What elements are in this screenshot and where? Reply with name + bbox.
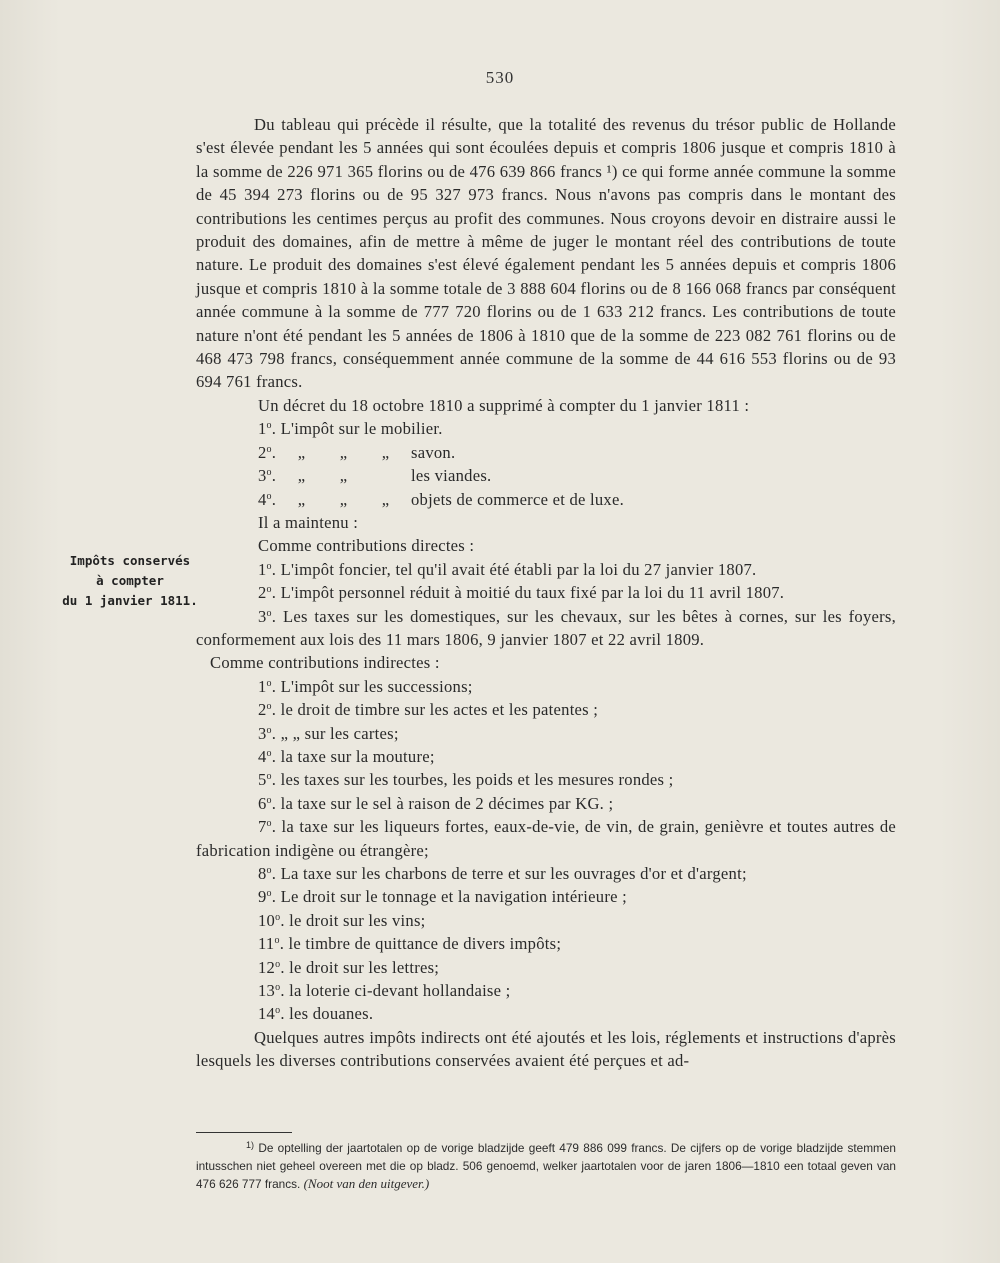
indirect-item xyxy=(196,932,896,955)
suppressed-item xyxy=(196,488,896,511)
ditto-mark: „ xyxy=(381,489,390,509)
footnote xyxy=(196,1137,896,1194)
margin-note xyxy=(50,551,210,611)
suppressed-list xyxy=(196,417,896,511)
item-number: 11$^o$. xyxy=(258,934,289,954)
footnote-text: De optelling der jaartotalen op de vorige bladzijde geeft 479 886 099 francs. De cijfers op de vorige bladzijde stemmen intusschen niet geheel overeen met die op bladz. 506 genoemd, welker jaartotalen voor de jaren 1806—1810 een totaal geven van 476 626 777 francs. xyxy=(196,1141,896,1191)
indirect-item xyxy=(196,885,896,908)
indirect-item-text: la taxe sur le sel à raison de 2 décimes par KG. ; xyxy=(280,793,614,813)
item-number: 1$^o$. xyxy=(258,419,281,439)
indirect-item-text: L'impôt sur les successions; xyxy=(280,676,473,696)
margin-note-line: du 1 janvier 1811. xyxy=(62,593,198,608)
indirect-item xyxy=(196,745,896,768)
direct-item xyxy=(196,581,896,604)
indirect-item xyxy=(196,956,896,979)
suppressed-item-text: savon. xyxy=(411,442,456,462)
item-number: 8$^o$. xyxy=(258,864,281,883)
indirect-item-text: la taxe sur la mouture; xyxy=(280,746,435,766)
direct-list xyxy=(196,558,896,652)
direct-item-text: L'impôt personnel réduit à moitié du taux fixé par la loi du 11 avril 1807. xyxy=(280,583,785,603)
closing-paragraph: Quelques autres impôts indirects ont été ajoutés et les lois, réglements et instructions d'après lesquels les diverses contributions conservées avaient été perçues et ad- xyxy=(196,1027,896,1071)
item-number: 6$^o$. xyxy=(258,793,281,813)
direct-item-text: L'impôt foncier, tel qu'il avait été établi par la loi du 27 janvier 1807. xyxy=(280,559,757,579)
indirect-item-text: les taxes sur les tourbes, les poids et les mesures rondes ; xyxy=(280,770,674,790)
item-number: 3$^o$. xyxy=(258,723,281,743)
suppressed-item-text: objets de commerce et de luxe. xyxy=(411,489,624,509)
item-number: 3$^o$. xyxy=(258,606,283,626)
indirect-item xyxy=(196,722,896,745)
indirect-item xyxy=(196,979,896,1002)
ditto-mark: „ xyxy=(297,489,306,509)
indirect-item-text: „ „ sur les cartes; xyxy=(280,723,399,743)
suppressed-item-text: les viandes. xyxy=(411,466,492,486)
indirect-item xyxy=(196,792,896,815)
item-number: 1$^o$. xyxy=(258,559,281,579)
indirect-item-text: le timbre de quittance de divers impôts; xyxy=(288,934,562,954)
item-number: 14$^o$. xyxy=(258,1004,290,1024)
direct-label: Comme contributions directes : xyxy=(258,536,475,556)
page-number: 530 xyxy=(485,68,515,87)
indirect-item-text: La taxe sur les charbons de terre et sur les ouvrages d'or et d'argent; xyxy=(280,864,747,883)
direct-item-text: Les taxes sur les domestiques, sur les chevaux, sur les bêtes à cornes, sur les foyers, conformement aux lois des 11 mars 1806, 9 janvier 1807 et 22 avril 1809. xyxy=(196,606,896,649)
item-number: 5$^o$. xyxy=(258,770,281,790)
item-number: 7$^o$. xyxy=(258,817,282,837)
indirect-list xyxy=(196,675,896,1026)
item-number: 10$^o$. xyxy=(258,910,290,930)
item-number: 4$^o$. xyxy=(258,746,281,766)
direct-item xyxy=(196,558,896,581)
item-number: 2$^o$. xyxy=(258,700,281,720)
ditto-mark: „ xyxy=(297,442,306,462)
indirect-item-text: Le droit sur le tonnage et la navigation intérieure ; xyxy=(280,887,627,907)
item-number: 12$^o$. xyxy=(258,957,290,977)
ditto-mark: „ xyxy=(339,466,348,486)
indirect-item xyxy=(196,1002,896,1025)
indirect-item xyxy=(196,675,896,698)
item-number: 1$^o$. xyxy=(258,676,281,696)
indirect-item xyxy=(196,909,896,932)
item-number: 4$^o$. xyxy=(258,489,281,509)
margin-note-line: à compter xyxy=(96,573,164,588)
decree-line: Un décret du 18 octobre 1810 a supprimé à compter du 1 janvier 1811 : xyxy=(258,395,750,415)
suppressed-item xyxy=(196,417,896,440)
ditto-mark: „ xyxy=(339,489,348,509)
footnote-editor-note: (Noot van den uitgever.) xyxy=(303,1176,430,1191)
ditto-mark: „ xyxy=(381,442,390,462)
maintained-line: Il a maintenu : xyxy=(258,512,359,532)
ditto-mark: „ xyxy=(339,442,348,462)
body-text xyxy=(196,113,896,1073)
indirect-item xyxy=(196,768,896,791)
indirect-item xyxy=(196,815,896,862)
item-number: 9$^o$. xyxy=(258,887,281,907)
indirect-item xyxy=(196,862,896,885)
indirect-item xyxy=(196,698,896,721)
suppressed-item xyxy=(196,441,896,464)
indirect-item-text: la taxe sur les liqueurs fortes, eaux-de-vie, de vin, de grain, genièvre et toutes autres de fabrication indigène ou étrangère; xyxy=(196,817,897,860)
suppressed-item-text: L'impôt sur le mobilier. xyxy=(280,419,443,439)
footnote-marker: 1) xyxy=(246,1140,255,1150)
indirect-item-text: le droit sur les vins; xyxy=(289,910,426,930)
item-number: 2$^o$. xyxy=(258,583,281,603)
indirect-item-text: le droit sur les lettres; xyxy=(289,957,440,977)
item-number: 2$^o$. xyxy=(258,442,281,462)
footnote-rule xyxy=(196,1132,292,1133)
suppressed-item xyxy=(196,464,896,487)
indirect-item-text: les douanes. xyxy=(289,1004,374,1024)
ditto-mark: „ xyxy=(297,466,306,486)
item-number: 3$^o$. xyxy=(258,466,281,486)
indirect-label: Comme contributions indirectes : xyxy=(210,653,440,673)
intro-paragraph: Du tableau qui précède il résulte, que la totalité des revenus du trésor public de Hollande s'est élevée pendant les 5 années qui sont écoulées depuis et compris 1806 jusque et compris 1810 à la somme de 226 971 365 florins ou de 476 639 866 francs ¹) ce qui forme année commune la somme de 45 394 273 florins ou de 95 327 973 francs. Nous n'avons pas compris dans le montant des contributions les centimes perçus au profit des communes. Nous croyons devoir en distraire aussi le produit des domaines, afin de mettre à même de juger le montant réel des contributions de toute nature. Le produit des domaines s'est élevé également pendant les 5 années depuis et compris 1806 jusque et compris 1810 à la somme totale de 3 888 604 florins ou de 8 166 068 francs par conséquent année commune à la somme de 777 720 florins ou de 1 633 212 francs. Les contributions de toute nature n'ont été pendant les 5 années de 1806 à 1810 que de la somme de 223 082 761 florins ou de 468 473 798 francs, conséquemment année commune de la somme de 44 616 553 florins ou de 93 694 761 francs. xyxy=(196,115,896,392)
margin-note-line: Impôts conservés xyxy=(69,553,191,568)
indirect-item-text: le droit de timbre sur les actes et les patentes ; xyxy=(280,700,599,720)
direct-item xyxy=(196,605,896,652)
indirect-item-text: la loterie ci-devant hollandaise ; xyxy=(289,981,511,1001)
item-number: 13$^o$. xyxy=(258,981,290,1001)
